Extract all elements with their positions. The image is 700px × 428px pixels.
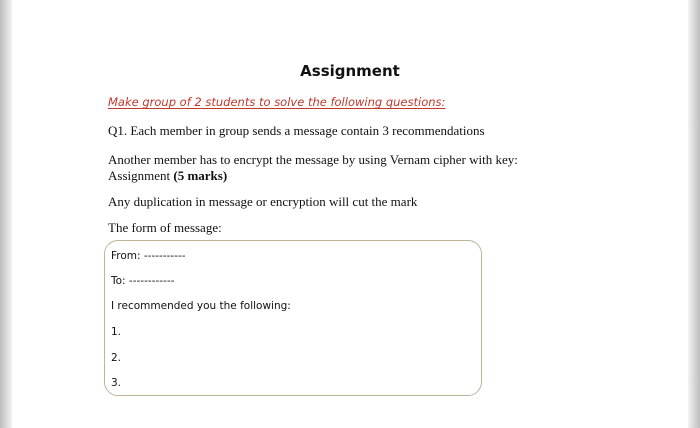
form-to-line: To: ------------	[111, 275, 175, 287]
question-1: Q1. Each member in group sends a message contain 3 recommendations	[108, 123, 485, 138]
duplication-warning: Any duplication in message or encryption will cut the mark	[108, 194, 418, 209]
instructions-subtitle: Make group of 2 students to solve the following questions:	[108, 95, 446, 109]
document-title: Assignment	[300, 62, 400, 80]
form-intro: The form of message:	[108, 220, 222, 235]
form-recommended-line: I recommended you the following:	[111, 300, 291, 312]
form-item-1: 1.	[111, 326, 122, 338]
encrypt-key-text: Assignment	[108, 168, 174, 183]
encrypt-instruction-line2	[108, 168, 227, 184]
encrypt-instruction-line1: Another member has to encrypt the message by using Vernam cipher with key:	[108, 152, 518, 167]
marks-label: (5 marks)	[173, 168, 228, 183]
form-item-3: 3.	[111, 377, 122, 389]
message-form-box	[104, 240, 482, 396]
form-item-2: 2.	[111, 352, 122, 364]
form-from-line: From: -----------	[111, 250, 186, 262]
